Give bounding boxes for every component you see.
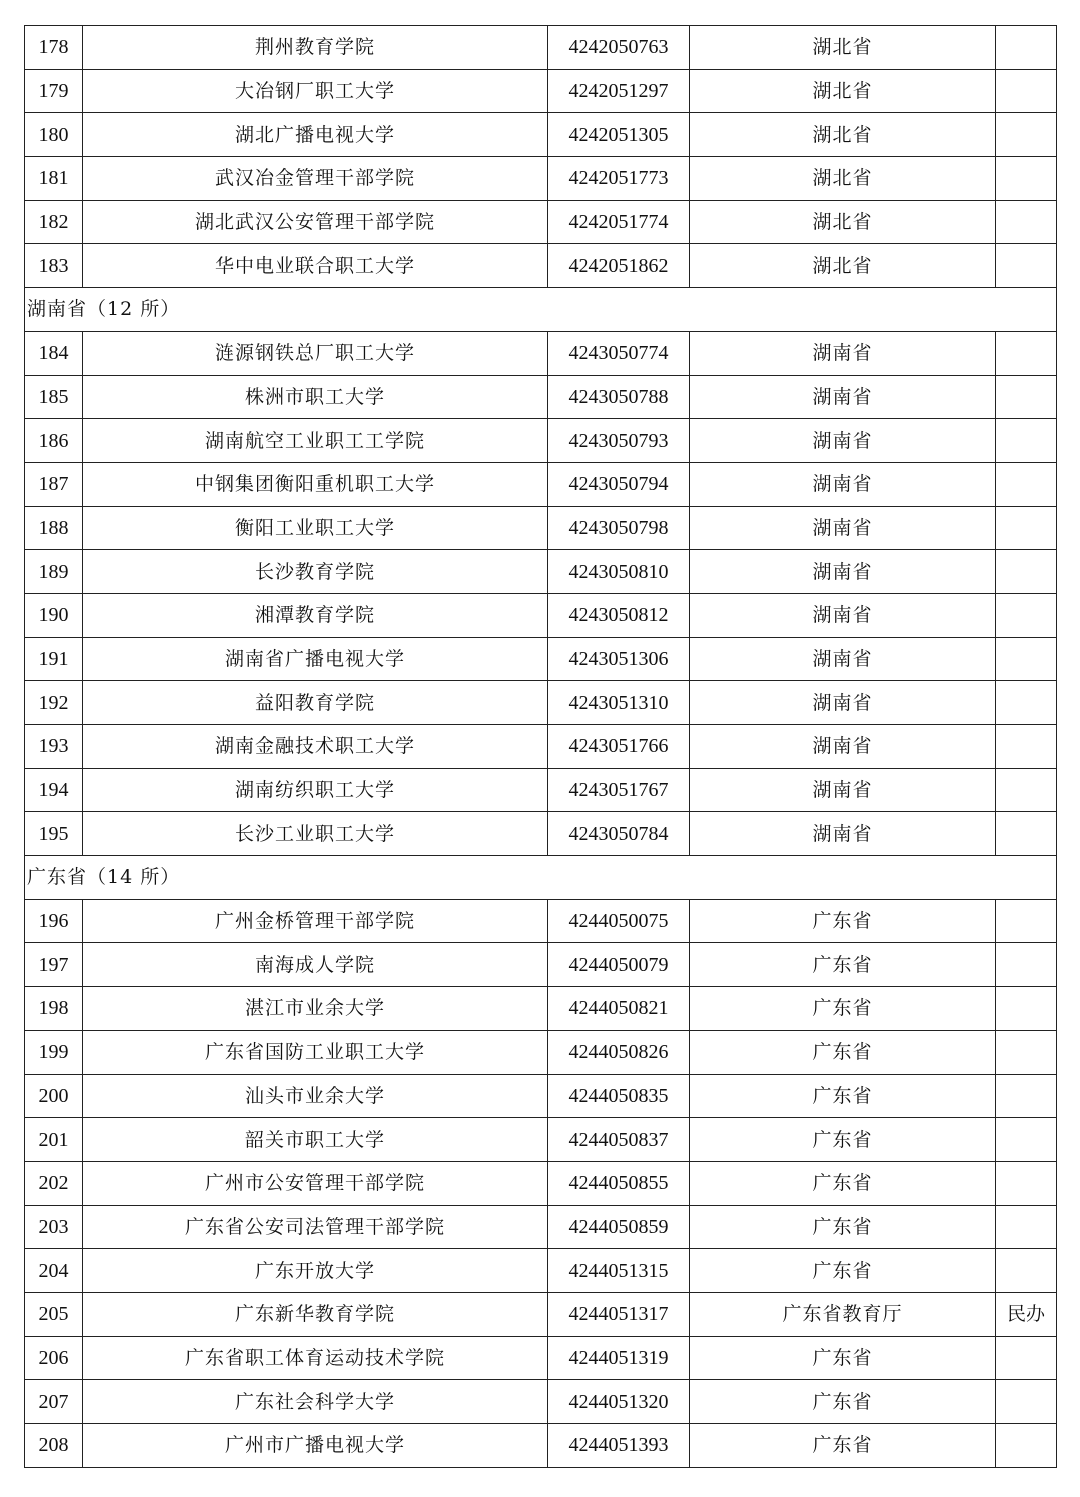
row-number-cell: 193 xyxy=(25,725,83,769)
institution-code-cell: 4244050826 xyxy=(548,1030,690,1074)
row-number-cell: 198 xyxy=(25,987,83,1031)
row-number-cell: 190 xyxy=(25,593,83,637)
row-number-cell: 179 xyxy=(25,69,83,113)
authority-cell: 湖南省 xyxy=(690,375,996,419)
table-row xyxy=(25,1161,1057,1205)
note-cell xyxy=(996,1205,1057,1249)
row-number-cell: 207 xyxy=(25,1380,83,1424)
row-number-cell: 194 xyxy=(25,768,83,812)
authority-cell: 湖北省 xyxy=(690,69,996,113)
table-row xyxy=(25,157,1057,201)
note-cell xyxy=(996,899,1057,943)
institution-code-cell: 4244051319 xyxy=(548,1336,690,1380)
authority-cell: 广东省 xyxy=(690,899,996,943)
institution-name-cell: 湖南航空工业职工工学院 xyxy=(83,419,548,463)
section-header-label: 湖南省（12 所） xyxy=(25,288,1057,332)
institution-code-cell: 4243051310 xyxy=(548,681,690,725)
note-cell: 民办 xyxy=(996,1292,1057,1336)
authority-cell: 湖南省 xyxy=(690,637,996,681)
row-number-cell: 204 xyxy=(25,1249,83,1293)
authority-cell: 湖北省 xyxy=(690,157,996,201)
institution-code-cell: 4242051305 xyxy=(548,113,690,157)
institution-code-cell: 4244050859 xyxy=(548,1205,690,1249)
institution-code-cell: 4243050774 xyxy=(548,331,690,375)
table-row xyxy=(25,987,1057,1031)
section-header-row xyxy=(25,288,1057,332)
note-cell xyxy=(996,1161,1057,1205)
table-row xyxy=(25,637,1057,681)
institution-name-cell: 大冶钢厂职工大学 xyxy=(83,69,548,113)
note-cell xyxy=(996,462,1057,506)
note-cell xyxy=(996,681,1057,725)
row-number-cell: 202 xyxy=(25,1161,83,1205)
note-cell xyxy=(996,1424,1057,1468)
note-cell xyxy=(996,26,1057,70)
institution-code-cell: 4242051862 xyxy=(548,244,690,288)
row-number-cell: 181 xyxy=(25,157,83,201)
row-number-cell: 195 xyxy=(25,812,83,856)
table-row xyxy=(25,1424,1057,1468)
institution-code-cell: 4244051317 xyxy=(548,1292,690,1336)
institution-code-cell: 4242050763 xyxy=(548,26,690,70)
institution-code-cell: 4244050079 xyxy=(548,943,690,987)
institution-code-cell: 4243051767 xyxy=(548,768,690,812)
note-cell xyxy=(996,768,1057,812)
institution-code-cell: 4244050835 xyxy=(548,1074,690,1118)
institution-code-cell: 4243051766 xyxy=(548,725,690,769)
institution-code-cell: 4244051393 xyxy=(548,1424,690,1468)
note-cell xyxy=(996,1249,1057,1293)
institution-name-cell: 湛江市业余大学 xyxy=(83,987,548,1031)
row-number-cell: 196 xyxy=(25,899,83,943)
table-row xyxy=(25,1030,1057,1074)
note-cell xyxy=(996,1336,1057,1380)
table-row xyxy=(25,200,1057,244)
institution-name-cell: 湖南金融技术职工大学 xyxy=(83,725,548,769)
note-cell xyxy=(996,419,1057,463)
note-cell xyxy=(996,1074,1057,1118)
institution-name-cell: 广东开放大学 xyxy=(83,1249,548,1293)
institution-code-cell: 4243050812 xyxy=(548,593,690,637)
authority-cell: 广东省 xyxy=(690,1336,996,1380)
note-cell xyxy=(996,1118,1057,1162)
row-number-cell: 187 xyxy=(25,462,83,506)
note-cell xyxy=(996,506,1057,550)
row-number-cell: 206 xyxy=(25,1336,83,1380)
row-number-cell: 185 xyxy=(25,375,83,419)
institution-code-cell: 4244050821 xyxy=(548,987,690,1031)
institution-name-cell: 长沙工业职工大学 xyxy=(83,812,548,856)
row-number-cell: 205 xyxy=(25,1292,83,1336)
note-cell xyxy=(996,725,1057,769)
note-cell xyxy=(996,244,1057,288)
row-number-cell: 186 xyxy=(25,419,83,463)
institution-name-cell: 湖北广播电视大学 xyxy=(83,113,548,157)
table-row xyxy=(25,593,1057,637)
authority-cell: 湖南省 xyxy=(690,331,996,375)
institution-code-cell: 4243050810 xyxy=(548,550,690,594)
row-number-cell: 191 xyxy=(25,637,83,681)
institution-table-body xyxy=(25,26,1057,1468)
institution-name-cell: 湘潭教育学院 xyxy=(83,593,548,637)
institution-code-cell: 4244051315 xyxy=(548,1249,690,1293)
institution-name-cell: 汕头市业余大学 xyxy=(83,1074,548,1118)
table-row xyxy=(25,943,1057,987)
institution-name-cell: 广州市公安管理干部学院 xyxy=(83,1161,548,1205)
authority-cell: 湖南省 xyxy=(690,419,996,463)
institution-name-cell: 韶关市职工大学 xyxy=(83,1118,548,1162)
institution-name-cell: 益阳教育学院 xyxy=(83,681,548,725)
row-number-cell: 200 xyxy=(25,1074,83,1118)
table-row xyxy=(25,419,1057,463)
authority-cell: 湖南省 xyxy=(690,506,996,550)
authority-cell: 湖南省 xyxy=(690,550,996,594)
institution-name-cell: 武汉冶金管理干部学院 xyxy=(83,157,548,201)
authority-cell: 广东省 xyxy=(690,1074,996,1118)
institution-table xyxy=(24,25,1057,1468)
table-row xyxy=(25,768,1057,812)
note-cell xyxy=(996,113,1057,157)
table-row xyxy=(25,550,1057,594)
table-row xyxy=(25,1249,1057,1293)
row-number-cell: 183 xyxy=(25,244,83,288)
table-row xyxy=(25,462,1057,506)
institution-name-cell: 株洲市职工大学 xyxy=(83,375,548,419)
institution-code-cell: 4243050793 xyxy=(548,419,690,463)
note-cell xyxy=(996,331,1057,375)
note-cell xyxy=(996,812,1057,856)
institution-code-cell: 4243050798 xyxy=(548,506,690,550)
section-header-row xyxy=(25,856,1057,900)
table-row xyxy=(25,812,1057,856)
row-number-cell: 192 xyxy=(25,681,83,725)
institution-name-cell: 广东新华教育学院 xyxy=(83,1292,548,1336)
authority-cell: 广东省 xyxy=(690,1161,996,1205)
section-header-label: 广东省（14 所） xyxy=(25,856,1057,900)
table-row xyxy=(25,1292,1057,1336)
institution-name-cell: 长沙教育学院 xyxy=(83,550,548,594)
table-row xyxy=(25,1205,1057,1249)
table-row xyxy=(25,725,1057,769)
row-number-cell: 197 xyxy=(25,943,83,987)
institution-name-cell: 广东社会科学大学 xyxy=(83,1380,548,1424)
institution-name-cell: 湖南纺织职工大学 xyxy=(83,768,548,812)
table-row xyxy=(25,244,1057,288)
authority-cell: 广东省 xyxy=(690,1030,996,1074)
institution-code-cell: 4244050837 xyxy=(548,1118,690,1162)
table-row xyxy=(25,331,1057,375)
institution-code-cell: 4242051297 xyxy=(548,69,690,113)
note-cell xyxy=(996,375,1057,419)
institution-code-cell: 4244050075 xyxy=(548,899,690,943)
institution-code-cell: 4243050794 xyxy=(548,462,690,506)
authority-cell: 湖南省 xyxy=(690,593,996,637)
institution-name-cell: 华中电业联合职工大学 xyxy=(83,244,548,288)
authority-cell: 湖北省 xyxy=(690,113,996,157)
institution-name-cell: 中钢集团衡阳重机职工大学 xyxy=(83,462,548,506)
note-cell xyxy=(996,1030,1057,1074)
row-number-cell: 208 xyxy=(25,1424,83,1468)
authority-cell: 湖北省 xyxy=(690,26,996,70)
table-row xyxy=(25,899,1057,943)
table-row xyxy=(25,375,1057,419)
table-row xyxy=(25,681,1057,725)
authority-cell: 广东省教育厅 xyxy=(690,1292,996,1336)
authority-cell: 湖南省 xyxy=(690,768,996,812)
table-row xyxy=(25,506,1057,550)
authority-cell: 湖南省 xyxy=(690,725,996,769)
note-cell xyxy=(996,157,1057,201)
institution-name-cell: 南海成人学院 xyxy=(83,943,548,987)
institution-code-cell: 4243050784 xyxy=(548,812,690,856)
institution-name-cell: 衡阳工业职工大学 xyxy=(83,506,548,550)
institution-code-cell: 4243050788 xyxy=(548,375,690,419)
note-cell xyxy=(996,1380,1057,1424)
authority-cell: 湖北省 xyxy=(690,244,996,288)
note-cell xyxy=(996,200,1057,244)
authority-cell: 广东省 xyxy=(690,1249,996,1293)
row-number-cell: 182 xyxy=(25,200,83,244)
institution-code-cell: 4242051774 xyxy=(548,200,690,244)
authority-cell: 广东省 xyxy=(690,1380,996,1424)
table-row xyxy=(25,1074,1057,1118)
row-number-cell: 189 xyxy=(25,550,83,594)
institution-code-cell: 4244051320 xyxy=(548,1380,690,1424)
institution-name-cell: 荆州教育学院 xyxy=(83,26,548,70)
institution-name-cell: 湖南省广播电视大学 xyxy=(83,637,548,681)
authority-cell: 广东省 xyxy=(690,1118,996,1162)
table-row xyxy=(25,1336,1057,1380)
table-row xyxy=(25,1380,1057,1424)
authority-cell: 广东省 xyxy=(690,1205,996,1249)
institution-code-cell: 4242051773 xyxy=(548,157,690,201)
institution-name-cell: 广东省公安司法管理干部学院 xyxy=(83,1205,548,1249)
row-number-cell: 178 xyxy=(25,26,83,70)
note-cell xyxy=(996,987,1057,1031)
authority-cell: 广东省 xyxy=(690,943,996,987)
authority-cell: 湖南省 xyxy=(690,462,996,506)
row-number-cell: 184 xyxy=(25,331,83,375)
table-row xyxy=(25,1118,1057,1162)
table-row xyxy=(25,113,1057,157)
table-row xyxy=(25,26,1057,70)
note-cell xyxy=(996,943,1057,987)
institution-name-cell: 湖北武汉公安管理干部学院 xyxy=(83,200,548,244)
row-number-cell: 188 xyxy=(25,506,83,550)
note-cell xyxy=(996,637,1057,681)
row-number-cell: 203 xyxy=(25,1205,83,1249)
institution-name-cell: 广州金桥管理干部学院 xyxy=(83,899,548,943)
institution-name-cell: 广东省国防工业职工大学 xyxy=(83,1030,548,1074)
authority-cell: 湖北省 xyxy=(690,200,996,244)
note-cell xyxy=(996,69,1057,113)
authority-cell: 湖南省 xyxy=(690,681,996,725)
institution-name-cell: 广东省职工体育运动技术学院 xyxy=(83,1336,548,1380)
authority-cell: 广东省 xyxy=(690,1424,996,1468)
row-number-cell: 199 xyxy=(25,1030,83,1074)
institution-code-cell: 4243051306 xyxy=(548,637,690,681)
row-number-cell: 180 xyxy=(25,113,83,157)
institution-code-cell: 4244050855 xyxy=(548,1161,690,1205)
table-row xyxy=(25,69,1057,113)
authority-cell: 广东省 xyxy=(690,987,996,1031)
authority-cell: 湖南省 xyxy=(690,812,996,856)
institution-name-cell: 广州市广播电视大学 xyxy=(83,1424,548,1468)
institution-name-cell: 涟源钢铁总厂职工大学 xyxy=(83,331,548,375)
row-number-cell: 201 xyxy=(25,1118,83,1162)
note-cell xyxy=(996,593,1057,637)
note-cell xyxy=(996,550,1057,594)
